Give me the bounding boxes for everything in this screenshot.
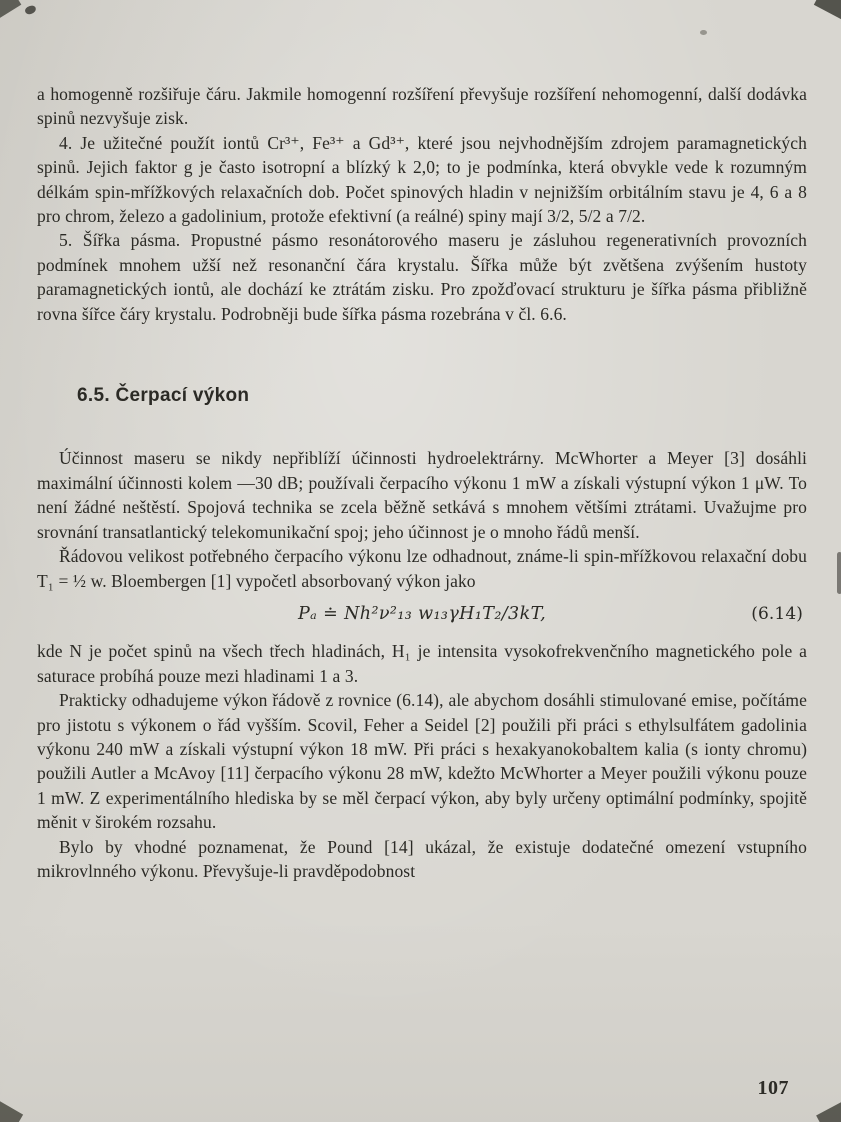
equation-expression: Pₐ ≐ Nh²ν²₁₃ w₁₃γH₁T₂/3kT, — [297, 603, 547, 624]
section-heading: 6.5. Čerpací výkon — [77, 385, 250, 407]
paragraph-item-4: 4. Je užitečné použít iontů Cr³⁺, Fe³⁺ a Gd³⁺, které jsou nejvhodnějším zdrojem paramagnetických spinů. Jejich faktor g je často isotropní a blízký k 2,0; to je podmínka, která obvykle vede k rozumným délkám spin-mřížkových relaxačních dob. Počet spinových hladin v nejnižším orbitálním stavu je 4, 6 a 8 pro chrom, železo a gadolinium, protože efektivní (a reálné) spiny mají 3/2, 5/2 a 7/2. — [37, 132, 807, 227]
page-content — [37, 82, 807, 883]
paragraph-item-5: 5. Šířka pásma. Propustné pásmo resonátorového maseru je zásluhou regenerativních provozních podmínek mnohem užší než resonanční čára krystalu. Šířka může být zvětšena zvýšením hustoty paramagnetických iontů, ale dochází ke ztrátám zisku. Pro zpožďovací strukturu je šířka pásma přibližně rovna šířce čáry krystalu. Podrobněji bude šířka pásma rozebrána v čl. 6.6. — [37, 230, 807, 324]
paragraph-efficiency: Účinnost maseru se nikdy nepřiblíží účinnosti hydroelektrárny. McWhorter a Meyer [3] dosáhli maximální účinnosti kolem —30 dB; používali čerpacího výkonu 1 mW a získali výstupní výkon 1 μW. To není žádné neštěstí. Spojová technika se zcela běžně setkává s mnohem většími ztrátami. Uvažujme pro srovnání transatlantický telekomunikační spoj; jeho účinnost je o mnoho řádů menší. — [37, 448, 807, 542]
paragraph-pump-power: Řádovou velikost potřebného čerpacího výkonu lze odhadnout, známe-li spin-mřížkovou relaxační dobu T₁ = ½ w. Bloembergen [1] vypočetl absorbovaný výkon jako — [37, 546, 807, 591]
paragraph-equation-explanation: kde N je počet spinů na všech třech hladinách, H₁ je intensita vysokofrekvenčního magnetického pole a saturace probíhá pouze mezi hladinami 1 a 3. — [37, 641, 807, 686]
equation — [37, 602, 807, 626]
paragraph-continuation: a homogenně rozšiřuje čáru. Jakmile homogenní rozšíření převyšuje rozšíření nehomogenní, další dodávka spinů nezvyšuje zisk. — [37, 84, 807, 129]
paragraph-pound-note: Bylo by vhodné poznamenat, že Pound [14] ukázal, že existuje dodatečné omezení vstupního mikrovlnného výkonu. Převyšuje-li pravděpodobnost — [37, 836, 807, 881]
scan-artifact-edge — [837, 552, 841, 594]
paragraph-practical: Prakticky odhadujeme výkon řádově z rovnice (6.14), ale abychom dosáhli stimulované emise, počítáme pro jistotu s výkonem o řád vyšším. Scovil, Feher a Seidel [2] použili při práci s ethylsulfátem gadolinia výkonu 240 mW a získali výstupní výkon 18 mW. Při práci s hexakyanokobaltem kalia (s ionty chromu) použili Autler a McAvoy [11] čerpacího výkonu 28 mW, kdežto McWhorter a Meyer použili výkonu pouze 1 mW. Z experimentálního hlediska by se měl čerpací výkon, aby byly určeny optimální podmínky, spojitě měnit v širokém rozsahu. — [37, 690, 807, 833]
scan-artifact-speck — [24, 5, 37, 16]
equation-number: (6.14) — [751, 603, 803, 624]
scan-artifact-corner — [0, 1101, 23, 1122]
scan-artifact-corner — [0, 0, 21, 18]
page-number: 107 — [757, 1077, 789, 1099]
scan-artifact-corner — [814, 0, 841, 21]
scan-artifact-corner — [816, 1101, 841, 1122]
scan-artifact-speck — [700, 30, 707, 35]
